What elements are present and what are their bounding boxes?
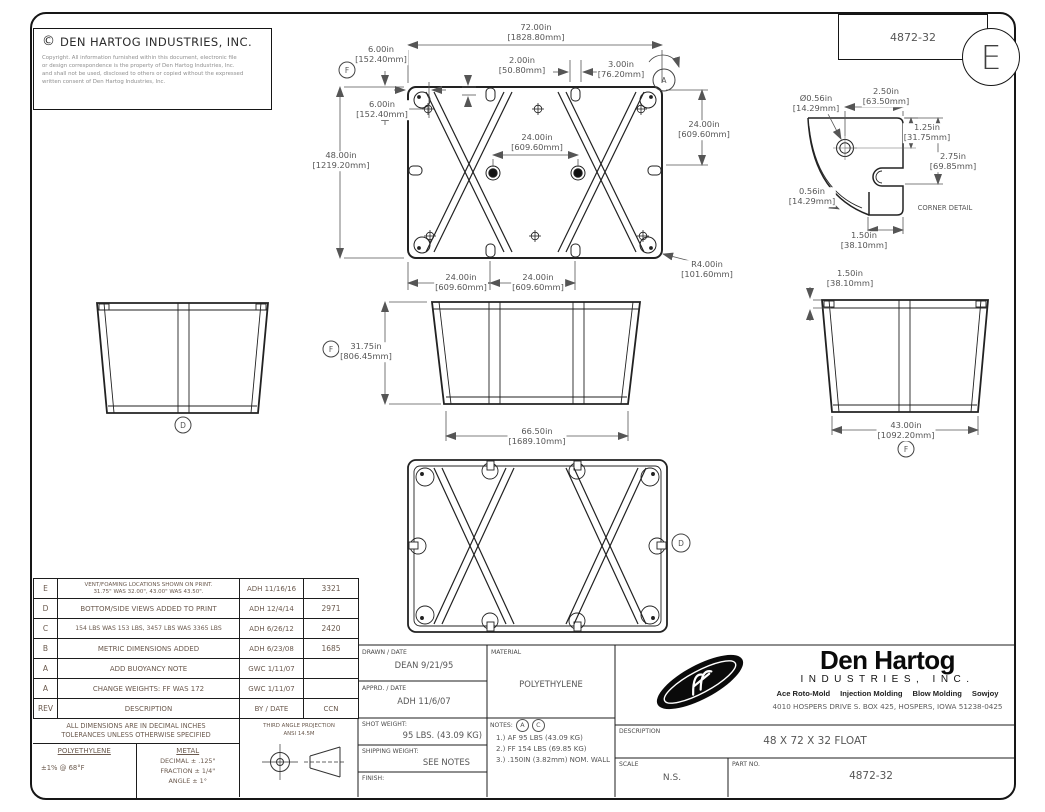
rev-by-date: ADH 6/23/08 xyxy=(240,639,304,659)
rev-header-description: DESCRIPTION xyxy=(58,699,240,719)
dim-top-width: 72.00in [1828.80mm] xyxy=(507,22,565,42)
dim-top-bottom-b: 24.00in [609.60mm] xyxy=(512,272,564,292)
rev-description: CHANGE WEIGHTS: FF WAS 172 xyxy=(58,679,240,699)
balloon-top-a xyxy=(649,55,679,91)
dim-top-bottom-a: 24.00in [609.60mm] xyxy=(435,272,487,292)
top-view xyxy=(408,87,662,258)
den-hartog-logo xyxy=(638,650,763,714)
dim-front-width: 66.50in [1689.10mm] xyxy=(508,426,566,446)
dim-cd-width: 2.50in [63.50mm] xyxy=(862,86,910,106)
svg-text:D: D xyxy=(180,421,186,430)
side-view-right xyxy=(822,300,988,412)
logo-block xyxy=(616,646,1013,724)
note-balloon-c: C xyxy=(532,719,545,732)
rev-ccn xyxy=(304,679,358,699)
balloon-bottom-d xyxy=(672,534,690,552)
rev-ccn: 2971 xyxy=(304,599,358,619)
rev-description: ADD BUOYANCY NOTE xyxy=(58,659,240,679)
notes-label: NOTES: xyxy=(490,722,513,729)
rev-ccn: 1685 xyxy=(304,639,358,659)
description-label: DESCRIPTION xyxy=(619,728,661,735)
svg-text:F: F xyxy=(328,345,334,354)
dim-top-vent-spacing: 24.00in [609.60mm] xyxy=(511,132,563,152)
rev-cell: A xyxy=(34,679,58,699)
balloon-top-f xyxy=(339,62,355,78)
notes-block xyxy=(490,719,614,764)
dim-cd-wall: 0.56in [14.29mm] xyxy=(788,186,836,206)
rev-by-date: ADH 12/4/14 xyxy=(240,599,304,619)
dim-top-slot-b: 3.00in [76.20mm] xyxy=(597,59,645,79)
rev-cell: A xyxy=(34,659,58,679)
note-2: 2.) FF 154 LBS (69.85 KG) xyxy=(496,744,587,753)
third-angle-projection-icon xyxy=(242,738,356,786)
rev-cell: C xyxy=(34,619,58,639)
material-label: MATERIAL xyxy=(491,649,522,656)
description-value: 48 X 72 X 32 FLOAT xyxy=(763,735,867,747)
scale-value: N.S. xyxy=(662,773,682,783)
balloon-front-f xyxy=(323,341,339,357)
dim-cd-notch: 1.50in [38.10mm] xyxy=(840,230,888,250)
rev-header-by-date: BY / DATE xyxy=(240,699,304,719)
dim-side-lip: 1.50in [38.10mm] xyxy=(826,268,874,288)
rev-description: 154 LBS WAS 153 LBS, 3457 LBS WAS 3365 LBS xyxy=(58,619,240,639)
rev-by-date: ADH 6/26/12 xyxy=(240,619,304,639)
rev-header-rev: REV xyxy=(34,699,58,719)
crosshair-marks xyxy=(422,103,649,242)
part-no-label: PART NO. xyxy=(732,761,760,768)
shot-weight-label: SHOT WEIGHT: xyxy=(362,721,407,728)
tolerance-header: ALL DIMENSIONS ARE IN DECIMAL INCHES TOLERANCES UNLESS OTHERWISE SPECIFIED xyxy=(33,718,239,744)
copyright-text: Copyright. All information furnished within this document, electronic file or design correspondence is the property of Den Hartog Industries, Inc. and shall not be used, disclosed to others or copied without the expressed written consent of Den Hartog Industries, Inc. xyxy=(42,55,244,86)
svg-text:F: F xyxy=(903,445,909,454)
vent-location-marks xyxy=(486,166,585,180)
shipping-weight-value: SEE NOTES xyxy=(422,757,470,767)
front-view xyxy=(432,302,640,404)
tolerance-block xyxy=(33,718,240,797)
apprd-label: APPRD. / DATE xyxy=(362,685,407,692)
rev-ccn xyxy=(304,659,358,679)
finish-label: FINISH: xyxy=(362,775,385,782)
material-value: POLYETHYLENE xyxy=(519,679,583,689)
dim-cd-hole-offset: 1.25in [31.75mm] xyxy=(903,122,951,142)
part-number-box: 4872-32 xyxy=(838,14,988,60)
bottom-view xyxy=(408,460,667,632)
drawn-label: DRAWN / DATE xyxy=(362,649,407,656)
svg-text:A: A xyxy=(661,76,667,85)
tolerance-polyethylene: POLYETHYLENE ±1% @ 68°F xyxy=(33,744,137,798)
projection-block: THIRD ANGLE PROJECTION ANSI 14.5M xyxy=(240,718,358,797)
rev-by-date: ADH 11/16/16 xyxy=(240,579,304,599)
company-title: © DEN HARTOG INDUSTRIES, INC. xyxy=(42,34,253,49)
copyright-icon: © xyxy=(42,34,55,49)
revision-table xyxy=(33,578,359,719)
rev-cell: E xyxy=(34,579,58,599)
shot-weight-value: 95 LBS. (43.09 KG) xyxy=(402,730,482,740)
balloon-side-right-f xyxy=(898,441,914,457)
rev-description: BOTTOM/SIDE VIEWS ADDED TO PRINT xyxy=(58,599,240,619)
top-view-braces xyxy=(426,92,644,252)
rev-header-ccn: CCN xyxy=(304,699,358,719)
rev-ccn: 2420 xyxy=(304,619,358,639)
rev-by-date: GWC 1/11/07 xyxy=(240,679,304,699)
dim-cd-height: 2.75in [69.85mm] xyxy=(929,151,977,171)
shipping-weight-label: SHIPPING WEIGHT: xyxy=(362,748,419,755)
rev-by-date: GWC 1/11/07 xyxy=(240,659,304,679)
bottom-view-braces xyxy=(434,468,646,624)
dim-top-offset-a: 6.00in [152.40mm] xyxy=(355,44,407,64)
rev-description: METRIC DIMENSIONS ADDED xyxy=(58,639,240,659)
revision-letter-circle: E xyxy=(962,28,1020,86)
dim-cd-hole: Ø0.56in [14.29mm] xyxy=(792,93,840,113)
scale-label: SCALE xyxy=(619,761,639,768)
tolerance-metal: METAL DECIMAL ± .125" FRACTION ± 1/4" ANGLE ± 1° xyxy=(160,747,216,785)
note-balloon-a: A xyxy=(516,719,529,732)
note-3: 3.) .150IN (3.82mm) NOM. WALL xyxy=(496,755,611,764)
rev-cell: D xyxy=(34,599,58,619)
note-1: 1.) AF 95 LBS (43.09 KG) xyxy=(496,734,583,742)
dim-front-height: 31.75in [806.45mm] xyxy=(340,341,392,361)
svg-text:D: D xyxy=(678,539,684,548)
front-view-dims xyxy=(385,302,628,441)
logo-address: 4010 HOSPERS DRIVE S. BOX 425, HOSPERS, IOWA 51238-0425 xyxy=(772,702,1003,711)
svg-text:F: F xyxy=(344,66,350,75)
dim-side-width: 43.00in [1092.20mm] xyxy=(877,420,935,440)
company-block xyxy=(33,28,272,110)
logo-name: Den Hartog xyxy=(819,645,956,675)
drawn-value: DEAN 9/21/95 xyxy=(394,660,454,670)
part-no-value: 4872-32 xyxy=(849,770,893,782)
dim-top-height: 48.00in [1219.20mm] xyxy=(312,150,370,170)
dim-top-corner-radius: R4.00in [101.60mm] xyxy=(681,259,733,279)
corner-detail-label: CORNER DETAIL xyxy=(917,204,973,212)
logo-sub: INDUSTRIES, INC. xyxy=(800,674,975,685)
dim-top-offset-b: 6.00in [152.40mm] xyxy=(356,99,408,119)
logo-tagline: Ace Roto-Mold Injection Molding Blow Molding Sowjoy xyxy=(776,689,999,698)
rev-description: VENT/FOAMING LOCATIONS SHOWN ON PRINT. 31.75" WAS 32.00", 43.00" WAS 43.50". xyxy=(58,579,240,599)
dim-top-side-spacing: 24.00in [609.60mm] xyxy=(678,119,730,139)
rev-ccn: 3321 xyxy=(304,579,358,599)
balloon-side-left-d xyxy=(175,417,191,433)
side-view-left xyxy=(97,303,268,413)
apprd-value: ADH 11/6/07 xyxy=(397,696,451,706)
dim-top-slot-a: 2.00in [50.80mm] xyxy=(498,55,546,75)
rev-cell: B xyxy=(34,639,58,659)
